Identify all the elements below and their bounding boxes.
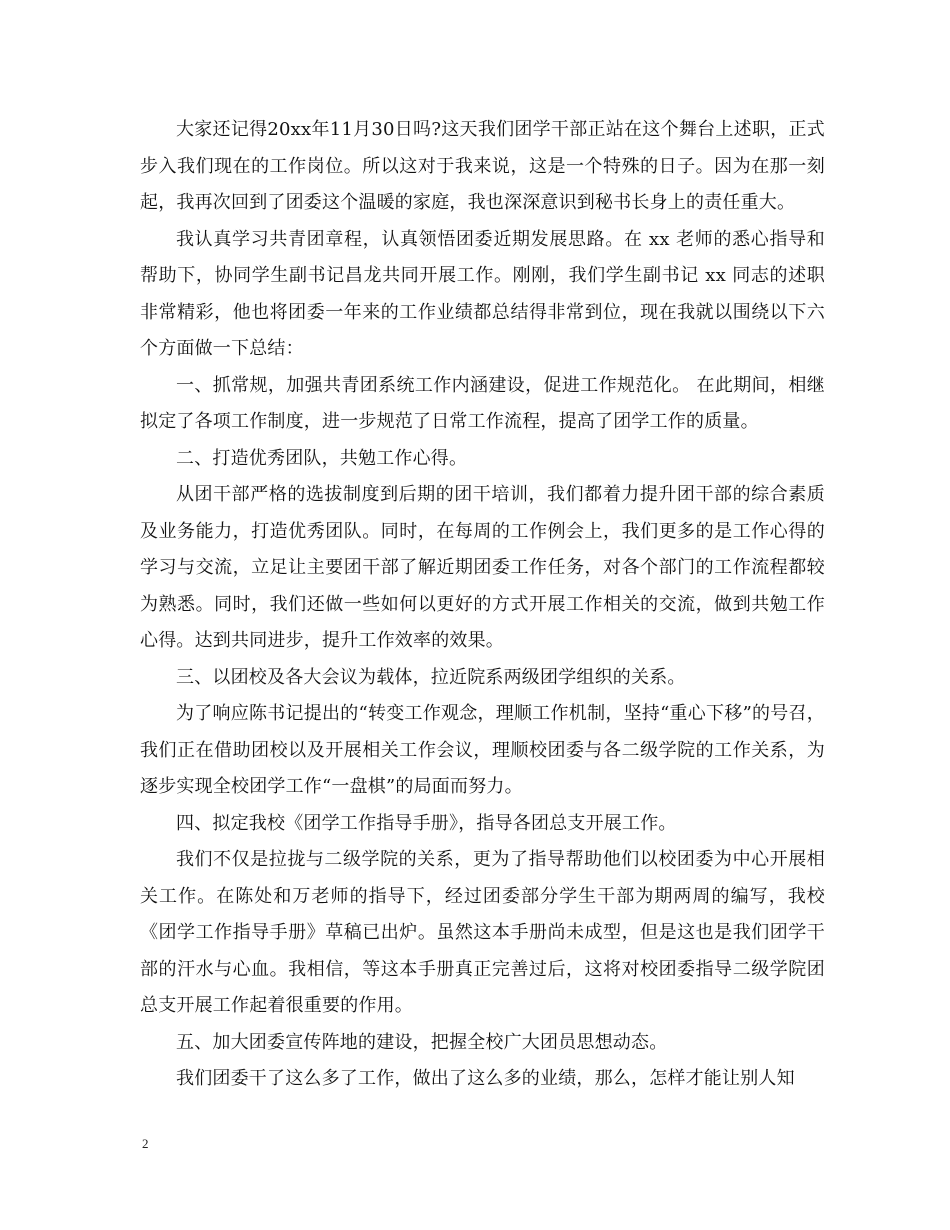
- paragraph-item-2-body: 从团干部严格的选拔制度到后期的团干培训，我们都着力提升团干部的综合素质及业务能力，打造优秀团队。同时，在每周的工作例会上，我们更多的是工作心得的学习与交流，立足让主要团干部了解近期团委工作任务，对各个部门的工作流程都较为熟悉。同时，我们还做一些如何以更好的方式开展工作相关的交流，做到共勉工作心得。达到共同进步，提升工作效率的效果。: [140, 484, 825, 651]
- page-number: 2: [142, 1136, 149, 1151]
- paragraph-study: 我认真学习共青团章程，认真领悟团委近期发展思路。在 xx 老师的悉心指导和帮助下，协同学生副书记昌龙共同开展工作。刚刚，我们学生副书记 xx 同志的述职非常精彩，他也将团委一年来的工作业绩都总结得非常到位，现在我就以围绕以下六个方面做一下总结：: [140, 228, 825, 359]
- paragraph-item-4-heading: 四、拟定我校《团学工作指导手册》，指导各团总支开展工作。: [176, 812, 677, 834]
- paragraph-item-5-body: 我们团委干了这么多了工作，做出了这么多的业绩，那么，怎样才能让别人知: [176, 1068, 795, 1089]
- paragraph-item-5-heading: 五、加大团委宣传阵地的建设，把握全校广大团员思想动态。: [176, 1031, 668, 1053]
- paragraph-item-4-body: 我们不仅是拉拢与二级学院的关系，更为了指导帮助他们以校团委为中心开展相关工作。在陈处和万老师的指导下，经过团委部分学生干部为期两周的编写，我校《团学工作指导手册》草稿已出炉。虽然这本手册尚未成型，但是这也是我们团学干部的汗水与心血。我相信，等这本手册真正完善过后，这将对校团委指导二级学院团总支开展工作起着很重要的作用。: [140, 849, 825, 1016]
- paragraph-intro: 大家还记得20xx年11月30日吗?这天我们团学干部正站在这个舞台上述职，正式步入我们现在的工作岗位。所以这对于我来说，这是一个特殊的日子。因为在那一刻起，我再次回到了团委这个温暖的家庭，我也深深意识到秘书长身上的责任重大。: [140, 119, 825, 213]
- paragraph-item-1: 一、抓常规，加强共青团系统工作内涵建设，促进工作规范化。 在此期间，相继拟定了各项工作制度，进一步规范了日常工作流程，提高了团学工作的质量。: [140, 374, 825, 432]
- paragraph-item-3-body: 为了响应陈书记提出的“转变工作观念，理顺工作机制，坚持“重心下移”的号召，我们正在借助团校以及开展相关工作会议，理顺校团委与各二级学院的工作关系，为逐步实现全校团学工作“一盘棋”的局面而努力。: [140, 703, 825, 797]
- paragraph-item-2-heading: 二、打造优秀团队，共勉工作心得。: [176, 447, 468, 469]
- document-body: [140, 112, 825, 1098]
- paragraph-item-3-heading: 三、以团校及各大会议为载体，拉近院系两级团学组织的关系。: [176, 666, 686, 688]
